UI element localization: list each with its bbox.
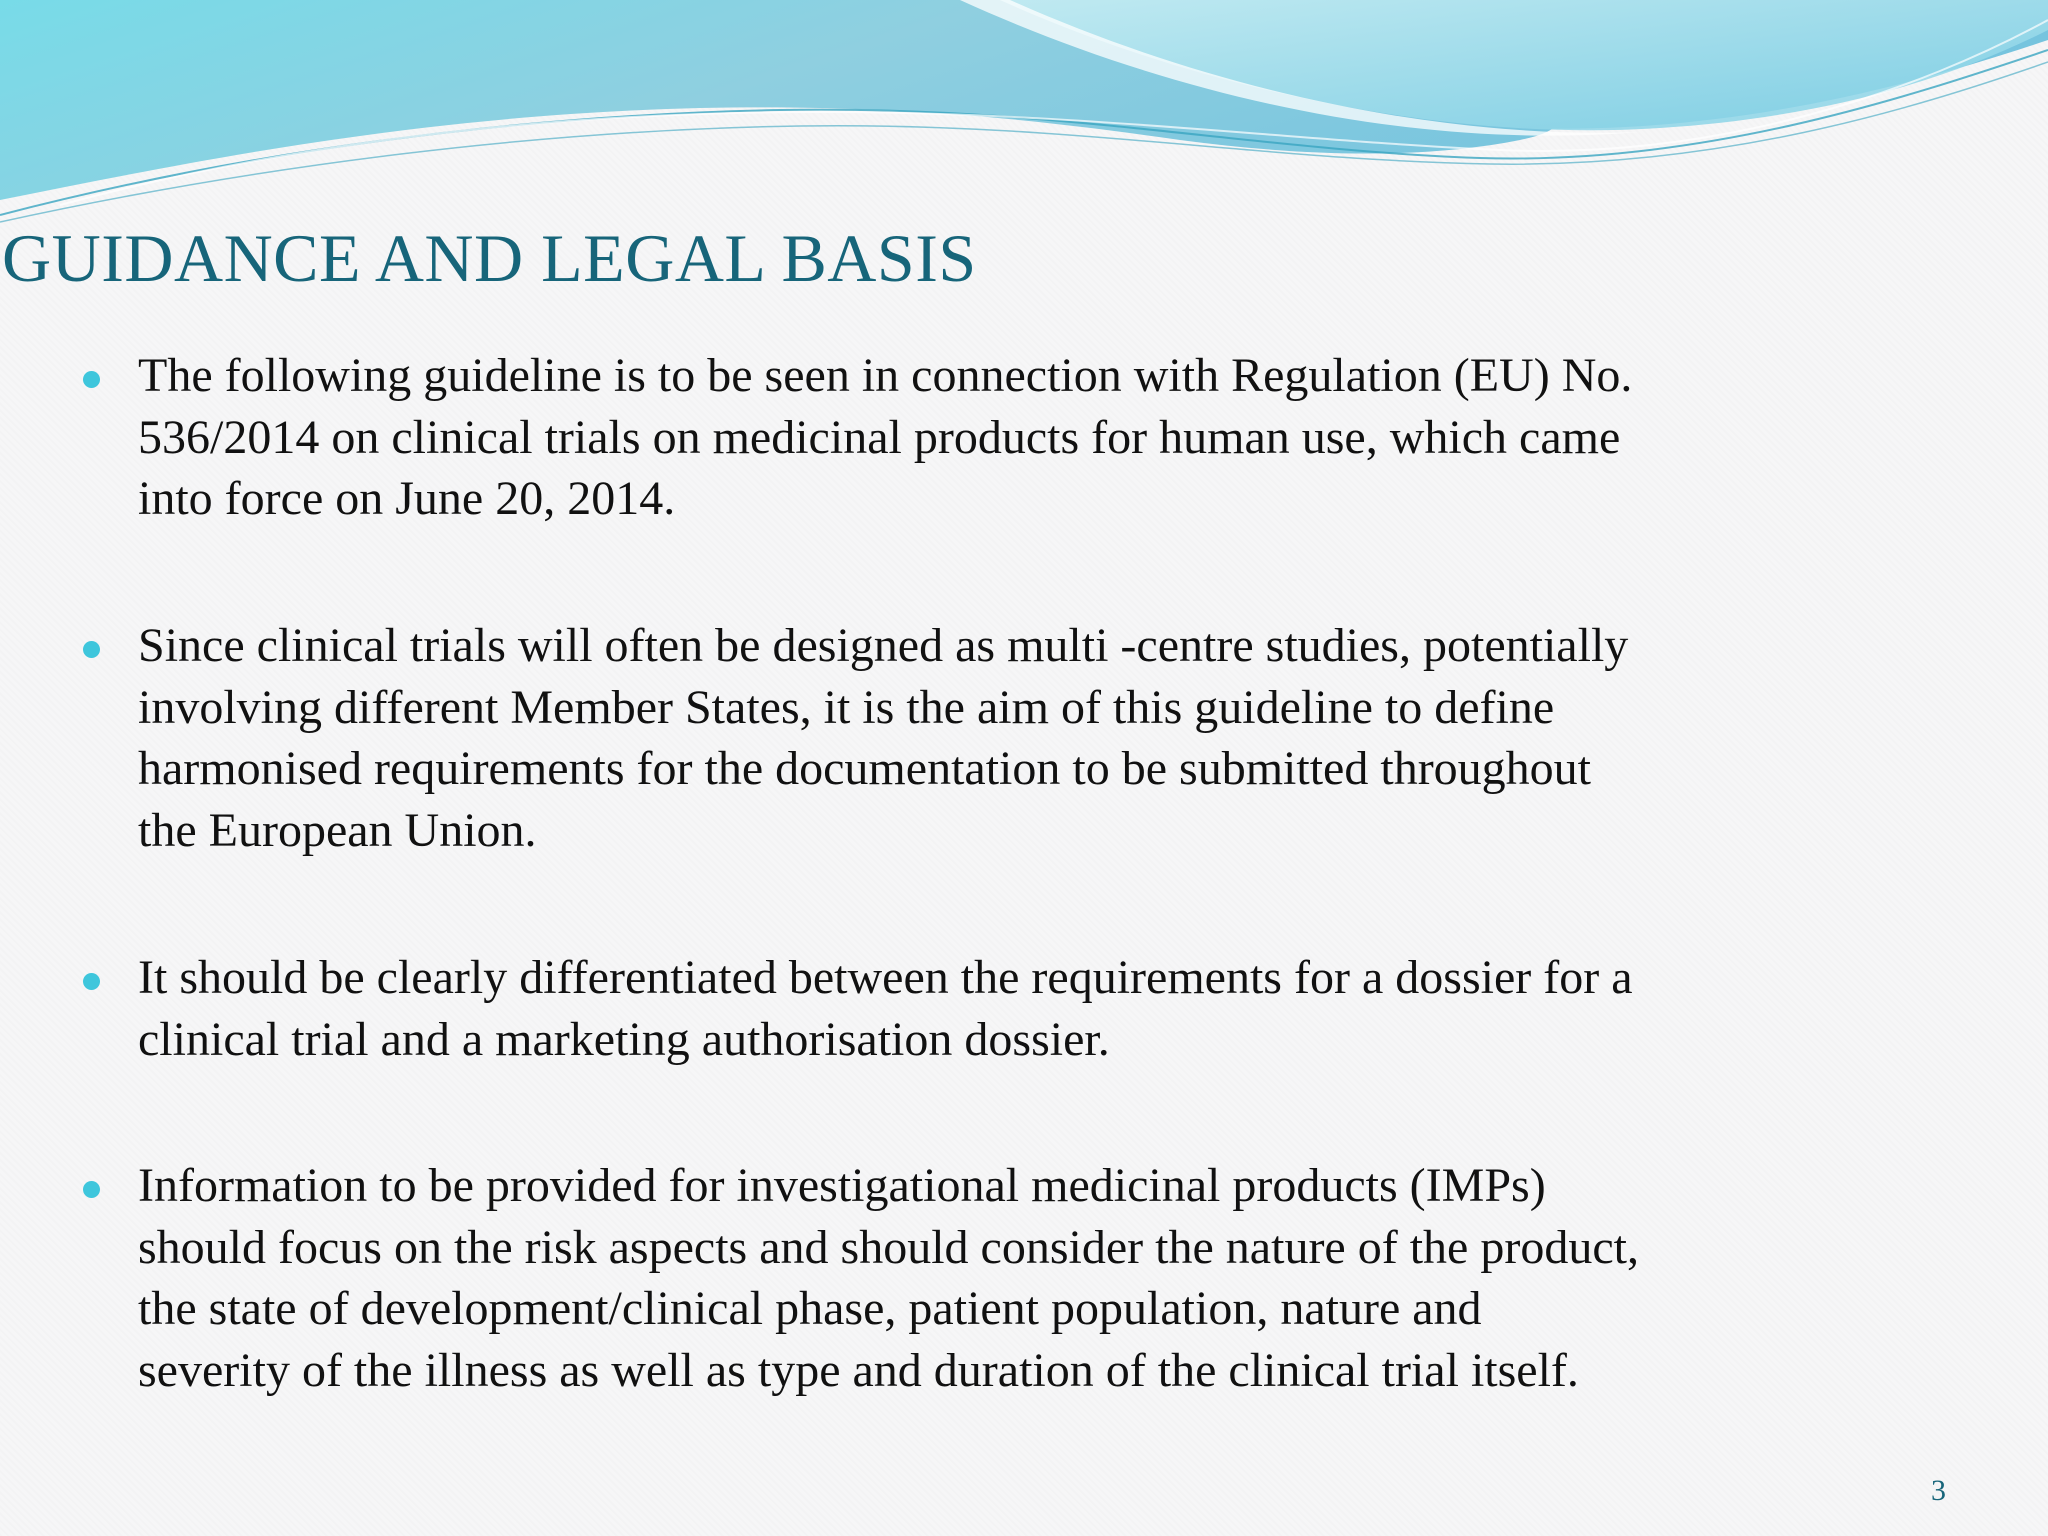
bullet-text: The following guideline is to be seen in connection with Regulation (EU) No. 536/2014 on clinical trials on medicinal products for human use, which came into force on June 20, 2014. xyxy=(138,349,1633,525)
bullet-icon xyxy=(83,371,100,388)
bullet-text: Since clinical trials will often be designed as multi -centre studies, potentially involving different Member States, it is the aim of this guideline to define harmonised requirements for the documentation to be submitted throughout the European Union. xyxy=(138,619,1629,857)
bullet-icon xyxy=(83,641,100,658)
slide-title: GUIDANCE AND LEGAL BASIS xyxy=(2,220,977,296)
bullet-text: It should be clearly differentiated between the requirements for a dossier for a clinical trial and a marketing authorisation dossier. xyxy=(138,951,1633,1066)
bullet-item xyxy=(138,615,1898,861)
bullet-item xyxy=(138,345,1898,530)
bullet-item xyxy=(138,947,1898,1070)
bullet-text: Information to be provided for investigational medicinal products (IMPs) should focus on the risk aspects and should consider the nature of the product, the state of development/clinical phase, patient population, nature and severity of the illness as well as type and duration of the clinical trial itself. xyxy=(138,1159,1639,1397)
bullet-icon xyxy=(83,973,100,990)
page-number: 3 xyxy=(1931,1474,1946,1507)
bullet-icon xyxy=(83,1181,100,1198)
bullet-item xyxy=(138,1155,1898,1401)
